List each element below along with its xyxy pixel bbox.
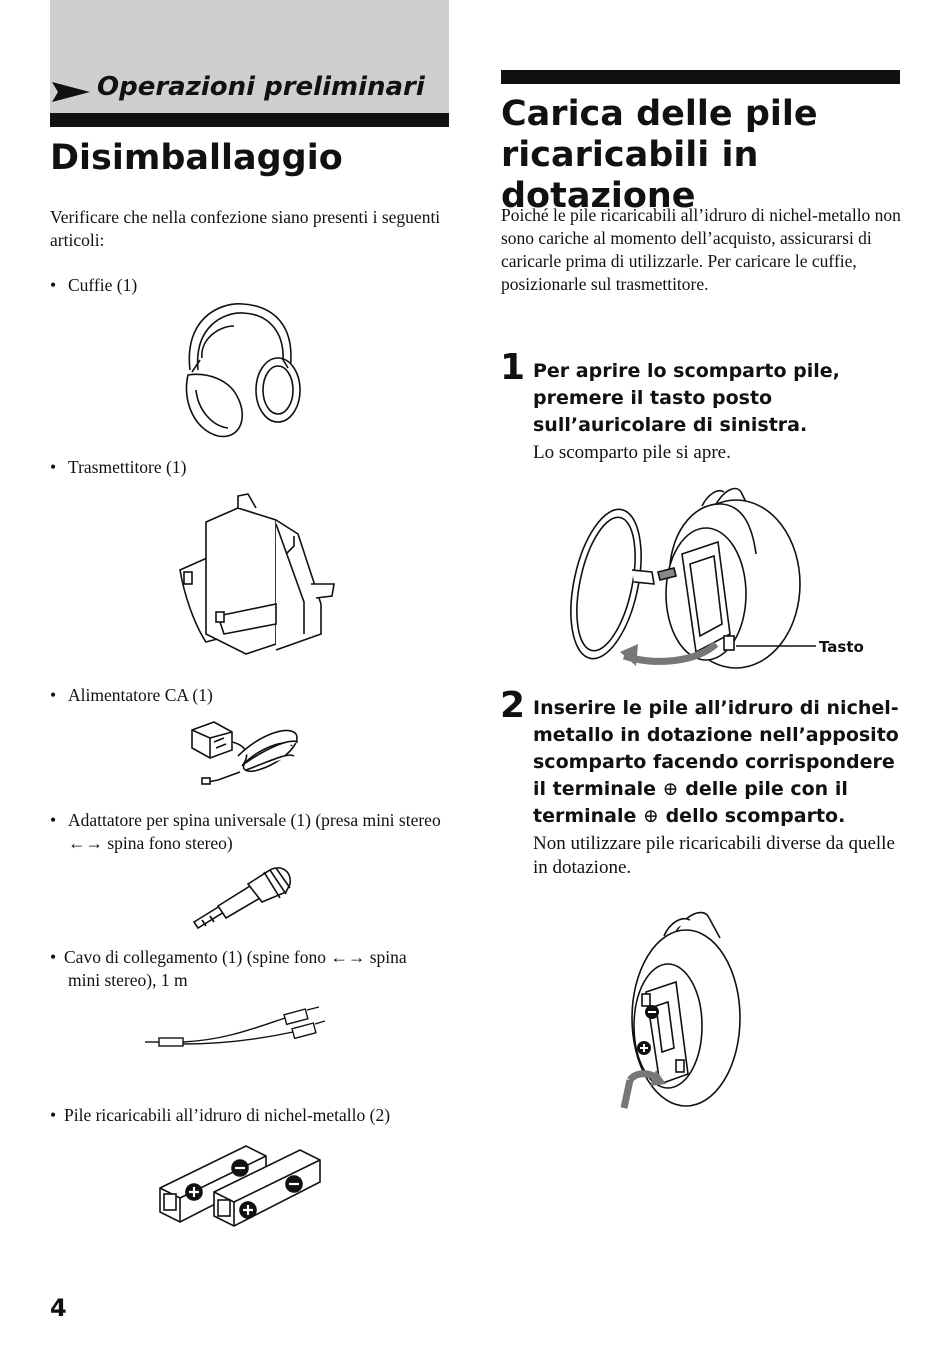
list-item-pile [50, 1104, 470, 1127]
section-arrow-icon [52, 82, 90, 102]
ac-adapter-illustration [188, 716, 304, 786]
bullet: • [50, 275, 57, 295]
list-item-cavo [50, 946, 450, 992]
item-label-part: mini stereo), 1 m [68, 970, 188, 990]
step-number-1: 1 [500, 347, 526, 388]
item-label-part: Cavo di collegamento (1) (spine fono [64, 947, 326, 967]
heading-carica-pile: Carica delle pile ricaricabili in dotazione [501, 94, 818, 216]
list-item-trasmettitore [50, 456, 186, 479]
item-label-part: spina fono stereo) [107, 833, 233, 853]
double-arrow-icon: ←→ [330, 947, 366, 967]
bullet: • [50, 1105, 57, 1125]
step-1-note: Lo scomparto pile si apre. [533, 442, 731, 463]
heading-disimballaggio: Disimballaggio [50, 138, 343, 178]
tasto-callout-label: Tasto [819, 638, 864, 656]
plus-terminal-icon: ⊕ [643, 806, 659, 827]
item-label: Pile ricaricabili all’idruro di nichel-metallo (2) [64, 1105, 391, 1125]
batteries-illustration [156, 1142, 322, 1242]
step-2-instruction-part: dello scomparto. [665, 805, 846, 827]
item-label-part: Adattatore per spina universale (1) (presa mini stereo [68, 810, 441, 830]
intro-paragraph-left: Verificare che nella confezione siano presenti i seguenti articoli: [50, 207, 441, 250]
step-number-2: 2 [500, 685, 526, 726]
bullet: • [50, 685, 57, 705]
plug-adapter-illustration [190, 862, 298, 930]
transmitter-illustration [176, 494, 336, 658]
step-2-note: Non utilizzare pile ricaricabili diverse da quelle in dotazione. [533, 833, 895, 878]
list-item-adattatore [50, 809, 450, 855]
step-2-instruction-part: delle pile con il terminale [533, 778, 848, 827]
intro-paragraph-right: Poiché le pile ricaricabili all’idruro di nichel-metallo non sono cariche al momento dell’acquisto, assicurarsi di caricarle prima di utilizzarle. Per caricare le cuffie, posizionarle sul trasmettitore. [501, 205, 901, 294]
item-label: Alimentatore CA (1) [68, 685, 213, 705]
headphones-illustration [178, 300, 308, 442]
section-rule [50, 113, 449, 127]
bullet: • [50, 457, 57, 477]
bullet: • [50, 947, 57, 967]
double-arrow-icon: ←→ [68, 833, 103, 853]
item-label: Trasmettitore (1) [68, 457, 187, 477]
page-number: 4 [50, 1294, 67, 1322]
step-1-instruction: Per aprire lo scomparto pile, premere il tasto posto sull’auricolare di sinistra. [533, 360, 840, 436]
item-label-part: spina [369, 947, 407, 967]
step-2-instruction [533, 695, 913, 830]
bullet: • [50, 810, 57, 830]
open-battery-compartment-illustration [566, 484, 802, 674]
plus-terminal-icon: ⊕ [662, 779, 679, 800]
insert-batteries-illustration [616, 908, 740, 1112]
list-item-cuffie [50, 274, 137, 297]
connection-cable-illustration [145, 1006, 325, 1054]
list-item-alimentatore [50, 684, 213, 707]
right-section-rule [501, 70, 900, 84]
item-label: Cuffie (1) [68, 275, 138, 295]
section-title: Operazioni preliminari [97, 72, 425, 102]
step-2-instruction-part: Inserire le pile all’idruro di nichel-metallo in dotazione nell’apposito scomparto facendo corrispondere il terminale [533, 697, 899, 800]
